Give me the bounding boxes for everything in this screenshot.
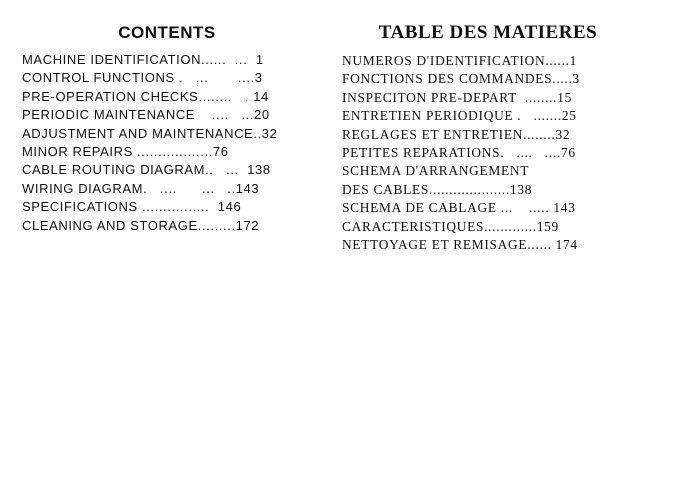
contents-row: PERIODIC MAINTENANCE .... ...20 — [22, 107, 270, 123]
table-des-matieres-row: REGLAGES ET ENTRETIEN........32 — [342, 126, 571, 142]
table-des-matieres-row: CARACTERISTIQUES.............159 — [342, 218, 559, 234]
contents-row: SPECIFICATIONS ................ 146 — [22, 199, 242, 215]
table-des-matieres-row: SCHEMA D'ARRANGEMENT — [342, 163, 530, 179]
contents-row: CONTROL FUNCTIONS . ... ....3 — [22, 70, 263, 86]
contents-row: CABLE ROUTING DIAGRAM.. ... 138 — [22, 162, 271, 178]
table-des-matieres-list — [342, 52, 634, 254]
table-des-matieres-row: DES CABLES....................138 — [342, 181, 533, 197]
table-des-matieres-row: PETITES REPARATIONS. .... ....76 — [342, 144, 576, 160]
table-des-matieres-row: SCHEMA DE CABLAGE ... ..... 143 — [342, 200, 576, 216]
contents-list — [22, 51, 312, 235]
contents-title: CONTENTS — [118, 23, 216, 42]
table-des-matieres-row: INSPECITON PRE-DEPART ........15 — [342, 89, 573, 105]
contents-row: MACHINE IDENTIFICATION...... ... 1 — [22, 52, 264, 67]
contents-row: WIRING DIAGRAM. .... ... ..143 — [22, 180, 260, 196]
table-des-matieres-row: ENTRETIEN PERIODIQUE . .......25 — [342, 108, 577, 124]
contents-row: ADJUSTMENT AND MAINTENANCE..32 — [22, 125, 278, 141]
contents-row: MINOR REPAIRS ..................76 — [22, 143, 229, 159]
table-des-matieres-title: TABLE DES MATIERES — [378, 22, 598, 43]
table-des-matieres-row: NUMEROS D'IDENTIFICATION......1 — [342, 53, 578, 68]
table-des-matieres-row: FONCTIONS DES COMMANDES.....3 — [342, 71, 580, 87]
contents-row: CLEANING AND STORAGE.........172 — [22, 217, 260, 233]
contents-row: PRE-OPERATION CHECKS........ . 14 — [22, 88, 269, 104]
table-des-matieres-column — [342, 0, 634, 254]
contents-column — [22, 0, 312, 235]
table-des-matieres-row: NETTOYAGE ET REMISAGE...... 174 — [342, 236, 578, 252]
